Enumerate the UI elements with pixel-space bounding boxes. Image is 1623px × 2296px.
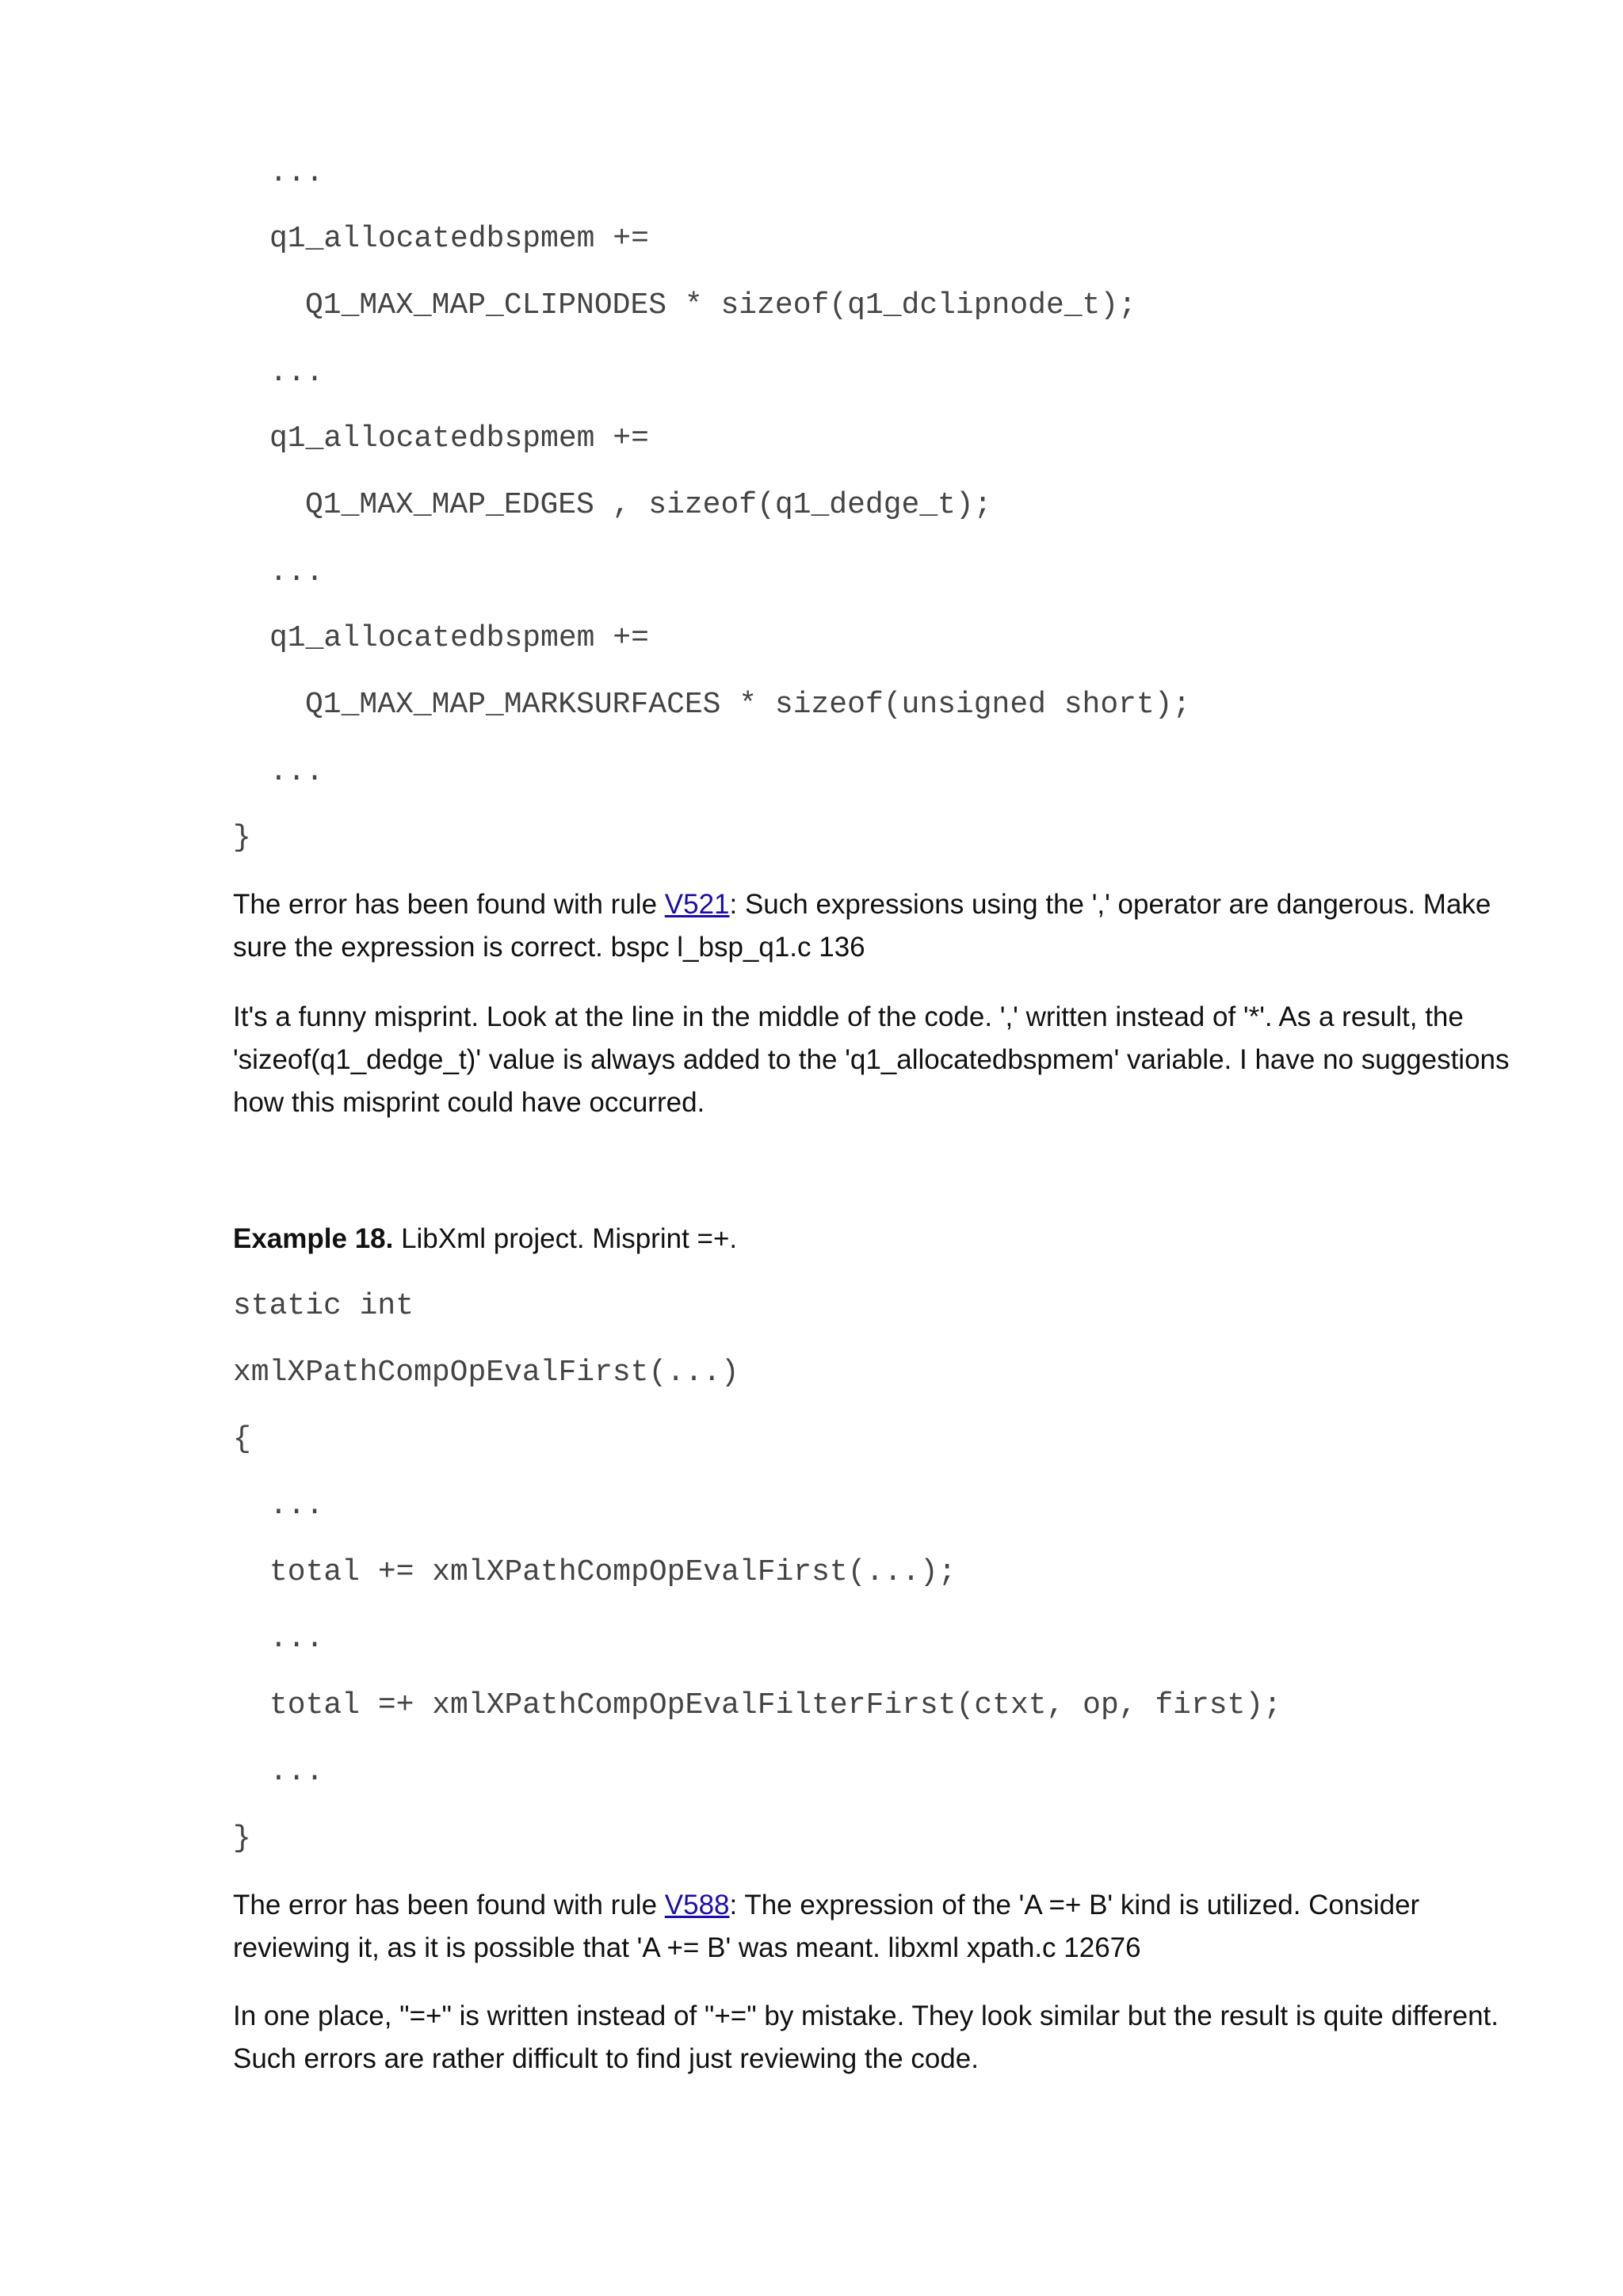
code-line: } [233,821,251,855]
rule-link-v588[interactable]: V588 [664,1890,730,1920]
code-line: total =+ xmlXPathCompOpEvalFilterFirst(ctxt, op, first); [269,1688,1282,1722]
error-prefix: The error has been found with rule [233,1890,665,1920]
error-detail: : The expression of the 'A =+ B' kind is utilized. Consider reviewing it, as it is possible that 'A += B' was meant. libxml xpath.c 12676 [233,1890,1420,1963]
code-line: ... [269,555,324,589]
error-description-v588 [233,1884,1533,1970]
code-line: Q1_MAX_MAP_MARKSURFACES * sizeof(unsigned short); [305,688,1191,722]
code-line: total += xmlXPathCompOpEvalFirst(...); [269,1555,957,1589]
code-line: q1_allocatedbspmem += [269,222,649,256]
code-line: ... [269,1622,324,1656]
error-description-v521 [233,883,1533,969]
example-title: LibXml project. Misprint =+. [393,1223,738,1254]
code-line: ... [269,1755,324,1789]
code-line: { [233,1422,251,1456]
code-line: q1_allocatedbspmem += [269,621,649,655]
code-line: } [233,1821,251,1855]
error-prefix: The error has been found with rule [233,889,665,920]
code-line: ... [269,1489,324,1523]
example-heading [233,1218,1533,1261]
code-line: static int [233,1289,414,1323]
misprint-conclusion: In one place, "=+" is written instead of "+=" by mistake. They look similar but the result is quite different. Such errors are rather difficult to find just reviewing the code. [233,2000,1499,2074]
code-line: Q1_MAX_MAP_EDGES , sizeof(q1_dedge_t); [305,488,992,522]
code-line: ... [269,755,324,789]
code-line: Q1_MAX_MAP_CLIPNODES * sizeof(q1_dclipnode_t); [305,288,1136,322]
example-number: Example 18. [233,1223,394,1254]
code-line: q1_allocatedbspmem += [269,421,649,456]
misprint-explanation: It's a funny misprint. Look at the line in the middle of the code. ',' written instead of '*'. As a result, the 'sizeof(q1_dedge_t)' value is always added to the 'q1_allocatedbspmem' variable. I have no suggestions how this misprint could have occurred. [233,1001,1510,1118]
error-detail: : Such expressions using the ',' operator are dangerous. Make sure the expression is correct. bspc l_bsp_q1.c 136 [233,889,1491,963]
code-line: xmlXPathCompOpEvalFirst(...) [233,1356,739,1390]
rule-link-v521[interactable]: V521 [664,889,730,920]
code-line: ... [269,156,324,190]
code-line: ... [269,356,324,390]
